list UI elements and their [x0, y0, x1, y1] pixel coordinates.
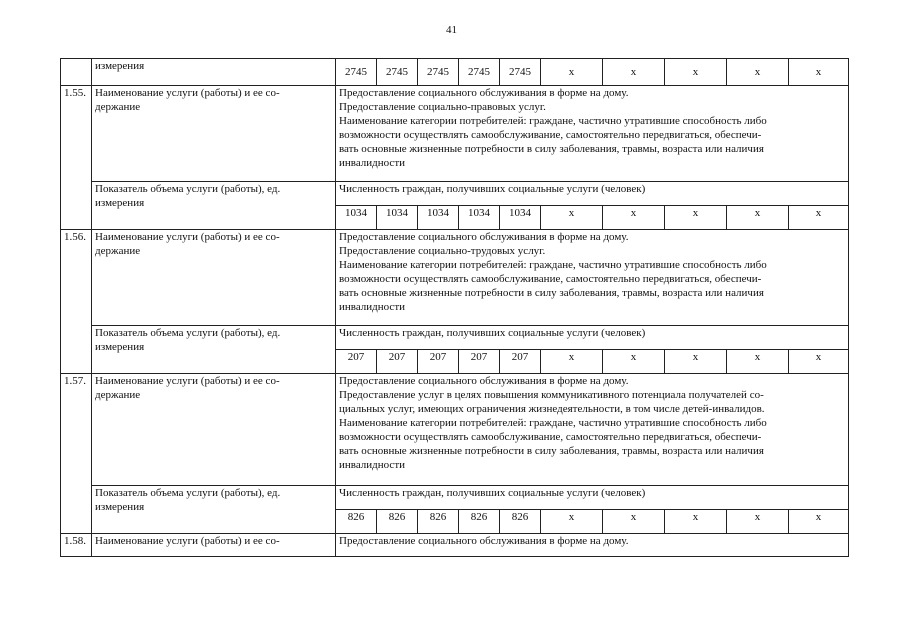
value-cell: 207 — [336, 350, 377, 374]
x-mark-cell: x — [665, 59, 727, 86]
value-cell: 2745 — [500, 59, 541, 86]
value-cell: 2745 — [418, 59, 459, 86]
value-cell: 826 — [418, 510, 459, 534]
value-cell: 826 — [377, 510, 418, 534]
value-cell: 2745 — [336, 59, 377, 86]
x-mark-cell: x — [789, 206, 849, 230]
table-row — [61, 59, 849, 86]
value-cell: 207 — [418, 350, 459, 374]
x-mark-cell: x — [727, 510, 789, 534]
table-row — [61, 182, 849, 206]
x-mark-cell: x — [665, 510, 727, 534]
value-cell: 826 — [459, 510, 500, 534]
x-mark-cell: x — [603, 206, 665, 230]
service-name-label: Наименование услуги (работы) и ее со- держание — [92, 86, 336, 182]
value-cell: 207 — [459, 350, 500, 374]
value-cell: 1034 — [459, 206, 500, 230]
x-mark-cell: x — [727, 206, 789, 230]
value-cell: 207 — [500, 350, 541, 374]
indicator-label: Показатель объема услуги (работы), ед. измерения — [92, 326, 336, 374]
service-name-label: Наименование услуги (работы) и ее со- держание — [92, 230, 336, 326]
x-mark-cell: x — [727, 350, 789, 374]
service-description: Предоставление социального обслуживания в форме на дому. — [336, 534, 849, 557]
value-cell: 207 — [377, 350, 418, 374]
x-mark-cell: x — [541, 59, 603, 86]
value-cell: 1034 — [500, 206, 541, 230]
table-row — [61, 326, 849, 350]
x-mark-cell: x — [665, 206, 727, 230]
value-cell: 1034 — [336, 206, 377, 230]
x-mark-cell: x — [789, 59, 849, 86]
table-row — [61, 86, 849, 182]
x-mark-cell: x — [789, 350, 849, 374]
service-description: Предоставление социального обслуживания в форме на дому. Предоставление услуг в целях повышения коммуникативного потенциала получателей со- циальных услуг, имеющих ограничения жизнедеятельности, в том числе детей-инвалидов. Наименование категории потребителей: граждане, частично утратившие способность либо возможности осуществлять самообслуживание, самостоятельно передвигаться, обеспечи- вать основные жизненные потребности в силу заболевания, травмы, возраста или наличия инвалидности — [336, 374, 849, 486]
x-mark-cell: x — [727, 59, 789, 86]
item-number: 1.56. — [61, 230, 92, 374]
item-number: 1.57. — [61, 374, 92, 534]
value-cell: 826 — [500, 510, 541, 534]
x-mark-cell: x — [603, 350, 665, 374]
indicator-text: Численность граждан, получивших социальные услуги (человек) — [336, 486, 849, 510]
page-number: 41 — [446, 24, 457, 36]
service-description: Предоставление социального обслуживания в форме на дому. Предоставление социально-правовых услуг. Наименование категории потребителей: граждане, частично утратившие способность либо возможности осуществлять самообслуживание, самостоятельно передвигаться, обеспечи- вать основные жизненные потребности в силу заболевания, травмы, возраста или наличия инвалидности — [336, 86, 849, 182]
x-mark-cell: x — [603, 59, 665, 86]
indicator-label: Показатель объема услуги (работы), ед. измерения — [92, 182, 336, 230]
x-mark-cell: x — [603, 510, 665, 534]
item-number: 1.58. — [61, 534, 92, 557]
table-row — [61, 486, 849, 510]
x-mark-cell: x — [541, 510, 603, 534]
value-cell: 826 — [336, 510, 377, 534]
service-description: Предоставление социального обслуживания в форме на дому. Предоставление социально-трудовых услуг. Наименование категории потребителей: граждане, частично утратившие способность либо возможности осуществлять самообслуживание, самостоятельно передвигаться, обеспечи- вать основные жизненные потребности в силу заболевания, травмы, возраста или наличия инвалидности — [336, 230, 849, 326]
x-mark-cell: x — [789, 510, 849, 534]
value-cell: 1034 — [418, 206, 459, 230]
x-mark-cell: x — [665, 350, 727, 374]
indicator-label-cont: измерения — [92, 59, 336, 86]
services-table — [60, 58, 849, 557]
indicator-text: Численность граждан, получивших социальные услуги (человек) — [336, 326, 849, 350]
table-row — [61, 374, 849, 486]
value-cell: 1034 — [377, 206, 418, 230]
service-name-label: Наименование услуги (работы) и ее со- — [92, 534, 336, 557]
table-row — [61, 534, 849, 557]
number-cell — [61, 59, 92, 86]
x-mark-cell: x — [541, 206, 603, 230]
x-mark-cell: x — [541, 350, 603, 374]
service-name-label: Наименование услуги (работы) и ее со- держание — [92, 374, 336, 486]
value-cell: 2745 — [459, 59, 500, 86]
indicator-label: Показатель объема услуги (работы), ед. измерения — [92, 486, 336, 534]
item-number: 1.55. — [61, 86, 92, 230]
value-cell: 2745 — [377, 59, 418, 86]
table-row — [61, 230, 849, 326]
indicator-text: Численность граждан, получивших социальные услуги (человек) — [336, 182, 849, 206]
